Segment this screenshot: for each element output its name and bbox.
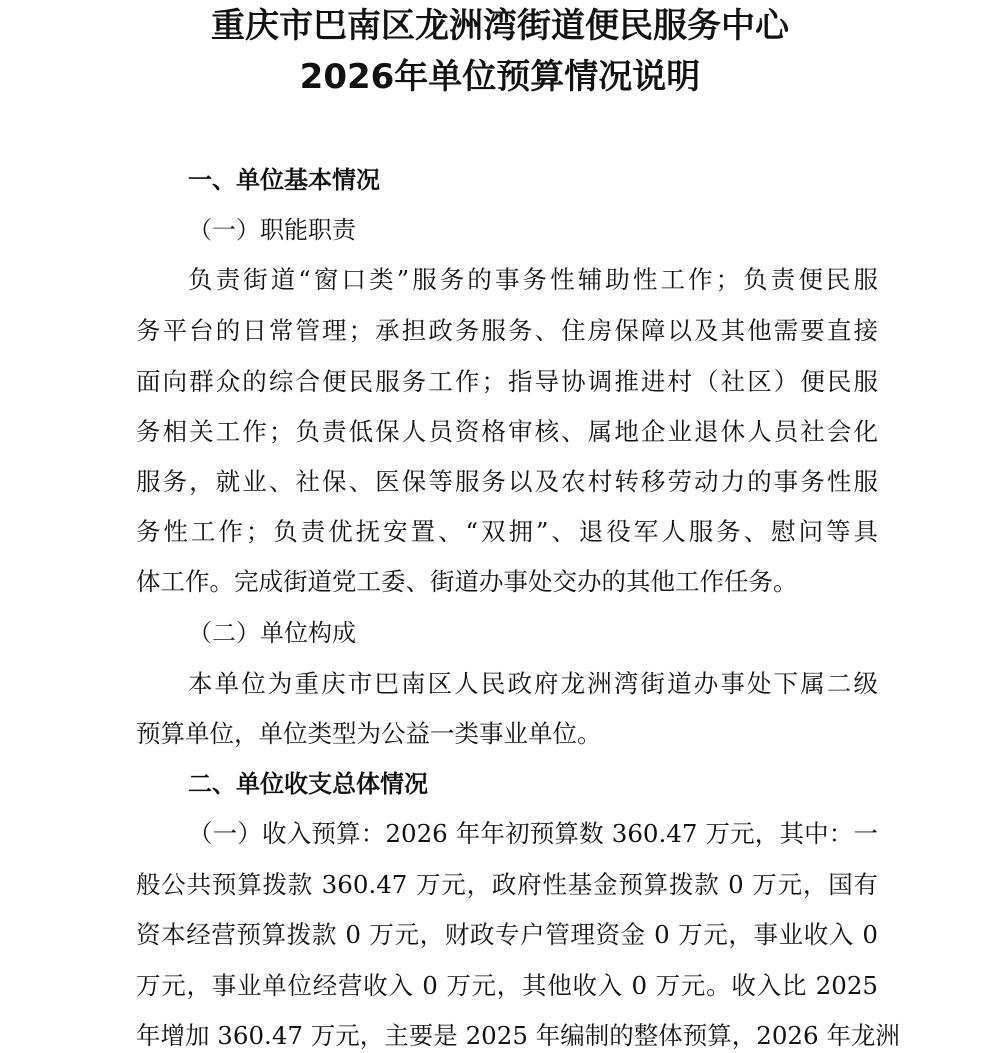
- paragraph-line: 负责街道“窗口类”服务的事务性辅助性工作；负责便民服: [188, 265, 878, 294]
- paragraph-line: 般公共预算拨款 360.47 万元，政府性基金预算拨款 0 万元，国有: [136, 870, 878, 899]
- paragraph-line: （一）收入预算：2026 年年初预算数 360.47 万元，其中：一: [188, 819, 878, 848]
- paragraph-line: 本单位为重庆市巴南区人民政府龙洲湾街道办事处下属二级: [188, 669, 878, 698]
- paragraph-line: 服务，就业、社保、医保等服务以及农村转移劳动力的事务性服: [136, 467, 878, 496]
- paragraph-line: 务平台的日常管理；承担政务服务、住房保障以及其他需要直接: [136, 316, 878, 345]
- document-title-line-1: 重庆市巴南区龙洲湾街道便民服务中心: [211, 6, 789, 46]
- subsection-1-heading: （一）职能职责: [188, 216, 356, 244]
- subsection-2-heading: （二）单位构成: [188, 619, 356, 647]
- paragraph-line: 年增加 360.47 万元，主要是 2025 年编制的整体预算，2026 年龙洲: [136, 1021, 900, 1050]
- paragraph-line: 体工作。完成街道党工委、街道办事处交办的其他工作任务。: [136, 567, 798, 596]
- paragraph-line: 万元，事业单位经营收入 0 万元，其他收入 0 万元。收入比 2025: [136, 971, 878, 1000]
- paragraph-line: 务相关工作；负责低保人员资格审核、属地企业退休人员社会化: [136, 417, 878, 446]
- paragraph-line: 预算单位，单位类型为公益一类事业单位。: [136, 719, 602, 748]
- section-2-heading: 二、单位收支总体情况: [188, 770, 428, 798]
- paragraph-line: 面向群众的综合便民服务工作；指导协调推进村（社区）便民服: [136, 367, 878, 396]
- paragraph-line: 资本经营预算拨款 0 万元，财政专户管理资金 0 万元，事业收入 0: [136, 920, 878, 949]
- section-1-heading: 一、单位基本情况: [188, 166, 380, 194]
- paragraph-line: 务性工作；负责优抚安置、“双拥”、退役军人服务、慰问等具: [136, 517, 878, 546]
- document-title-line-2: 2026年单位预算情况说明: [299, 57, 701, 97]
